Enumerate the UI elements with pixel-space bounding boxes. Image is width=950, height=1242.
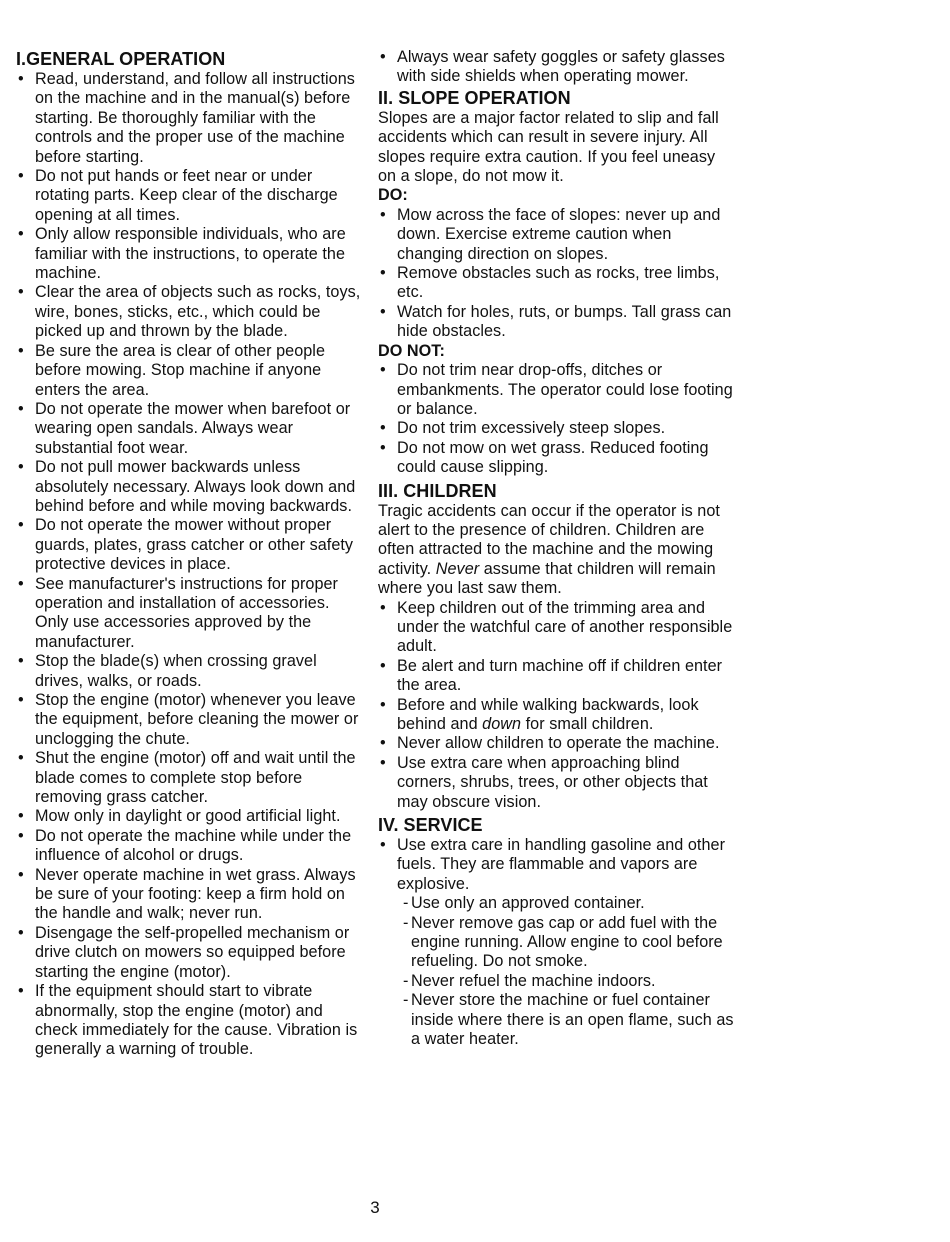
page-number: 3 <box>370 1198 380 1217</box>
list-item: • Do not trim near drop-offs, ditches or embankments. The operator could lose footing or balance. <box>378 361 734 419</box>
list-item: • Read, understand, and follow all instructions on the machine and in the manual(s) before starting. Be thoroughly familiar with the controls and the proper use of the machine before starting. <box>16 70 366 167</box>
list-item-text: Use extra care in handling gasoline and other fuels. They are flammable and vapors are explosive. <box>397 836 726 893</box>
list-item: • Mow only in daylight or good artificial light. <box>16 807 366 826</box>
general-operation-heading: I.GENERAL OPERATION <box>16 49 226 69</box>
list-item: • Clear the area of objects such as rocks, toys, wire, bones, sticks, etc., which could be picked up and thrown by the blade. <box>16 283 366 341</box>
list-item: • Mow across the face of slopes: never up and down. Exercise extreme caution when changing direction on slopes. <box>378 206 734 264</box>
list-item: • Always wear safety goggles or safety glasses with side shields when operating mower. <box>378 48 734 87</box>
left-column <box>16 48 366 1060</box>
sublist-item: - Never store the machine or fuel container inside where there is an open flame, such as a water heater. <box>403 991 734 1049</box>
list-item: • Do not mow on wet grass. Reduced footing could cause slipping. <box>378 439 734 478</box>
list-item-text-end: for small children. <box>521 715 654 733</box>
list-item-text: Before and while walking backwards, look behind and <box>397 695 699 733</box>
right-column <box>378 48 734 1050</box>
list-item: • Only allow responsible individuals, who are familiar with the instructions, to operate the machine. <box>16 225 366 283</box>
children-intro-emphasis: Never <box>435 559 480 578</box>
list-item: • Be sure the area is clear of other people before mowing. Stop machine if anyone enters the area. <box>16 342 366 400</box>
list-item: • Do not put hands or feet near or under rotating parts. Keep clear of the discharge opening at all times. <box>16 167 366 225</box>
list-item <box>378 696 734 735</box>
list-item: • Watch for holes, ruts, or bumps. Tall grass can hide obstacles. <box>378 303 734 342</box>
list-item: • Never allow children to operate the machine. <box>378 734 734 753</box>
list-item: • Stop the engine (motor) whenever you leave the equipment, before cleaning the mower or unclogging the chute. <box>16 691 366 749</box>
list-item: • Do not operate the mower without proper guards, plates, grass catcher or other safety protective devices in place. <box>16 516 366 574</box>
slope-intro: Slopes are a major factor related to slip and fall accidents which can result in severe injury. All slopes require extra caution. If you feel uneasy on a slope, do not mow it. <box>378 108 719 186</box>
list-item: • Use extra care when approaching blind corners, shrubs, trees, or other objects that may obscure vision. <box>378 754 734 812</box>
list-item: • Remove obstacles such as rocks, tree limbs, etc. <box>378 264 734 303</box>
slope-operation-heading: II. SLOPE OPERATION <box>378 87 571 108</box>
list-item: • Keep children out of the trimming area and under the watchful care of another responsible adult. <box>378 599 734 657</box>
list-item-emphasis: down <box>482 715 522 733</box>
list-item: • Do not operate the mower when barefoot or wearing open sandals. Always wear substantial foot wear. <box>16 400 366 458</box>
children-intro-text-end: assume that children will remain where you last saw them. <box>378 559 716 598</box>
sublist-item: - Use only an approved container. <box>403 894 734 913</box>
children-intro-text: Tragic accidents can occur if the operator is not alert to the presence of children. Children are often attracted to the machine and the mowing activity. <box>378 501 720 578</box>
children-list <box>378 599 734 812</box>
general-operation-list-continued <box>378 48 734 87</box>
children-intro <box>378 502 734 599</box>
slope-do-list <box>378 206 734 342</box>
list-item: • Disengage the self-propelled mechanism or drive clutch on mowers so equipped before starting the engine (motor). <box>16 924 366 982</box>
service-heading: IV. SERVICE <box>378 815 483 836</box>
list-item: • Be alert and turn machine off if children enter the area. <box>378 657 734 696</box>
general-operation-list <box>16 70 366 1060</box>
list-item: • Do not pull mower backwards unless absolutely necessary. Always look down and behind before and while moving backwards. <box>16 458 366 516</box>
list-item: • If the equipment should start to vibrate abnormally, stop the engine (motor) and check immediately for the cause. Vibration is generally a warning of trouble. <box>16 982 366 1060</box>
list-item: • Shut the engine (motor) off and wait until the blade comes to complete stop before removing grass catcher. <box>16 749 366 807</box>
slope-do-not-list <box>378 361 734 477</box>
list-item <box>378 836 734 1049</box>
service-sublist <box>397 894 734 1049</box>
sublist-item: - Never remove gas cap or add fuel with the engine running. Allow engine to cool before refueling. Do not smoke. <box>403 914 734 972</box>
service-list <box>378 836 734 1049</box>
list-item: • Do not operate the machine while under the influence of alcohol or drugs. <box>16 827 366 866</box>
children-heading: III. CHILDREN <box>378 480 497 501</box>
do-label: DO: <box>378 186 408 205</box>
sublist-item: - Never refuel the machine indoors. <box>403 972 734 991</box>
list-item: • Do not trim excessively steep slopes. <box>378 419 734 438</box>
list-item: • Stop the blade(s) when crossing gravel drives, walks, or roads. <box>16 652 366 691</box>
do-not-label: DO NOT: <box>378 341 445 360</box>
list-item: • See manufacturer's instructions for proper operation and installation of accessories. Only use accessories approved by the manufacturer. <box>16 575 366 653</box>
list-item: • Never operate machine in wet grass. Always be sure of your footing: keep a firm hold on the handle and walk; never run. <box>16 866 366 924</box>
